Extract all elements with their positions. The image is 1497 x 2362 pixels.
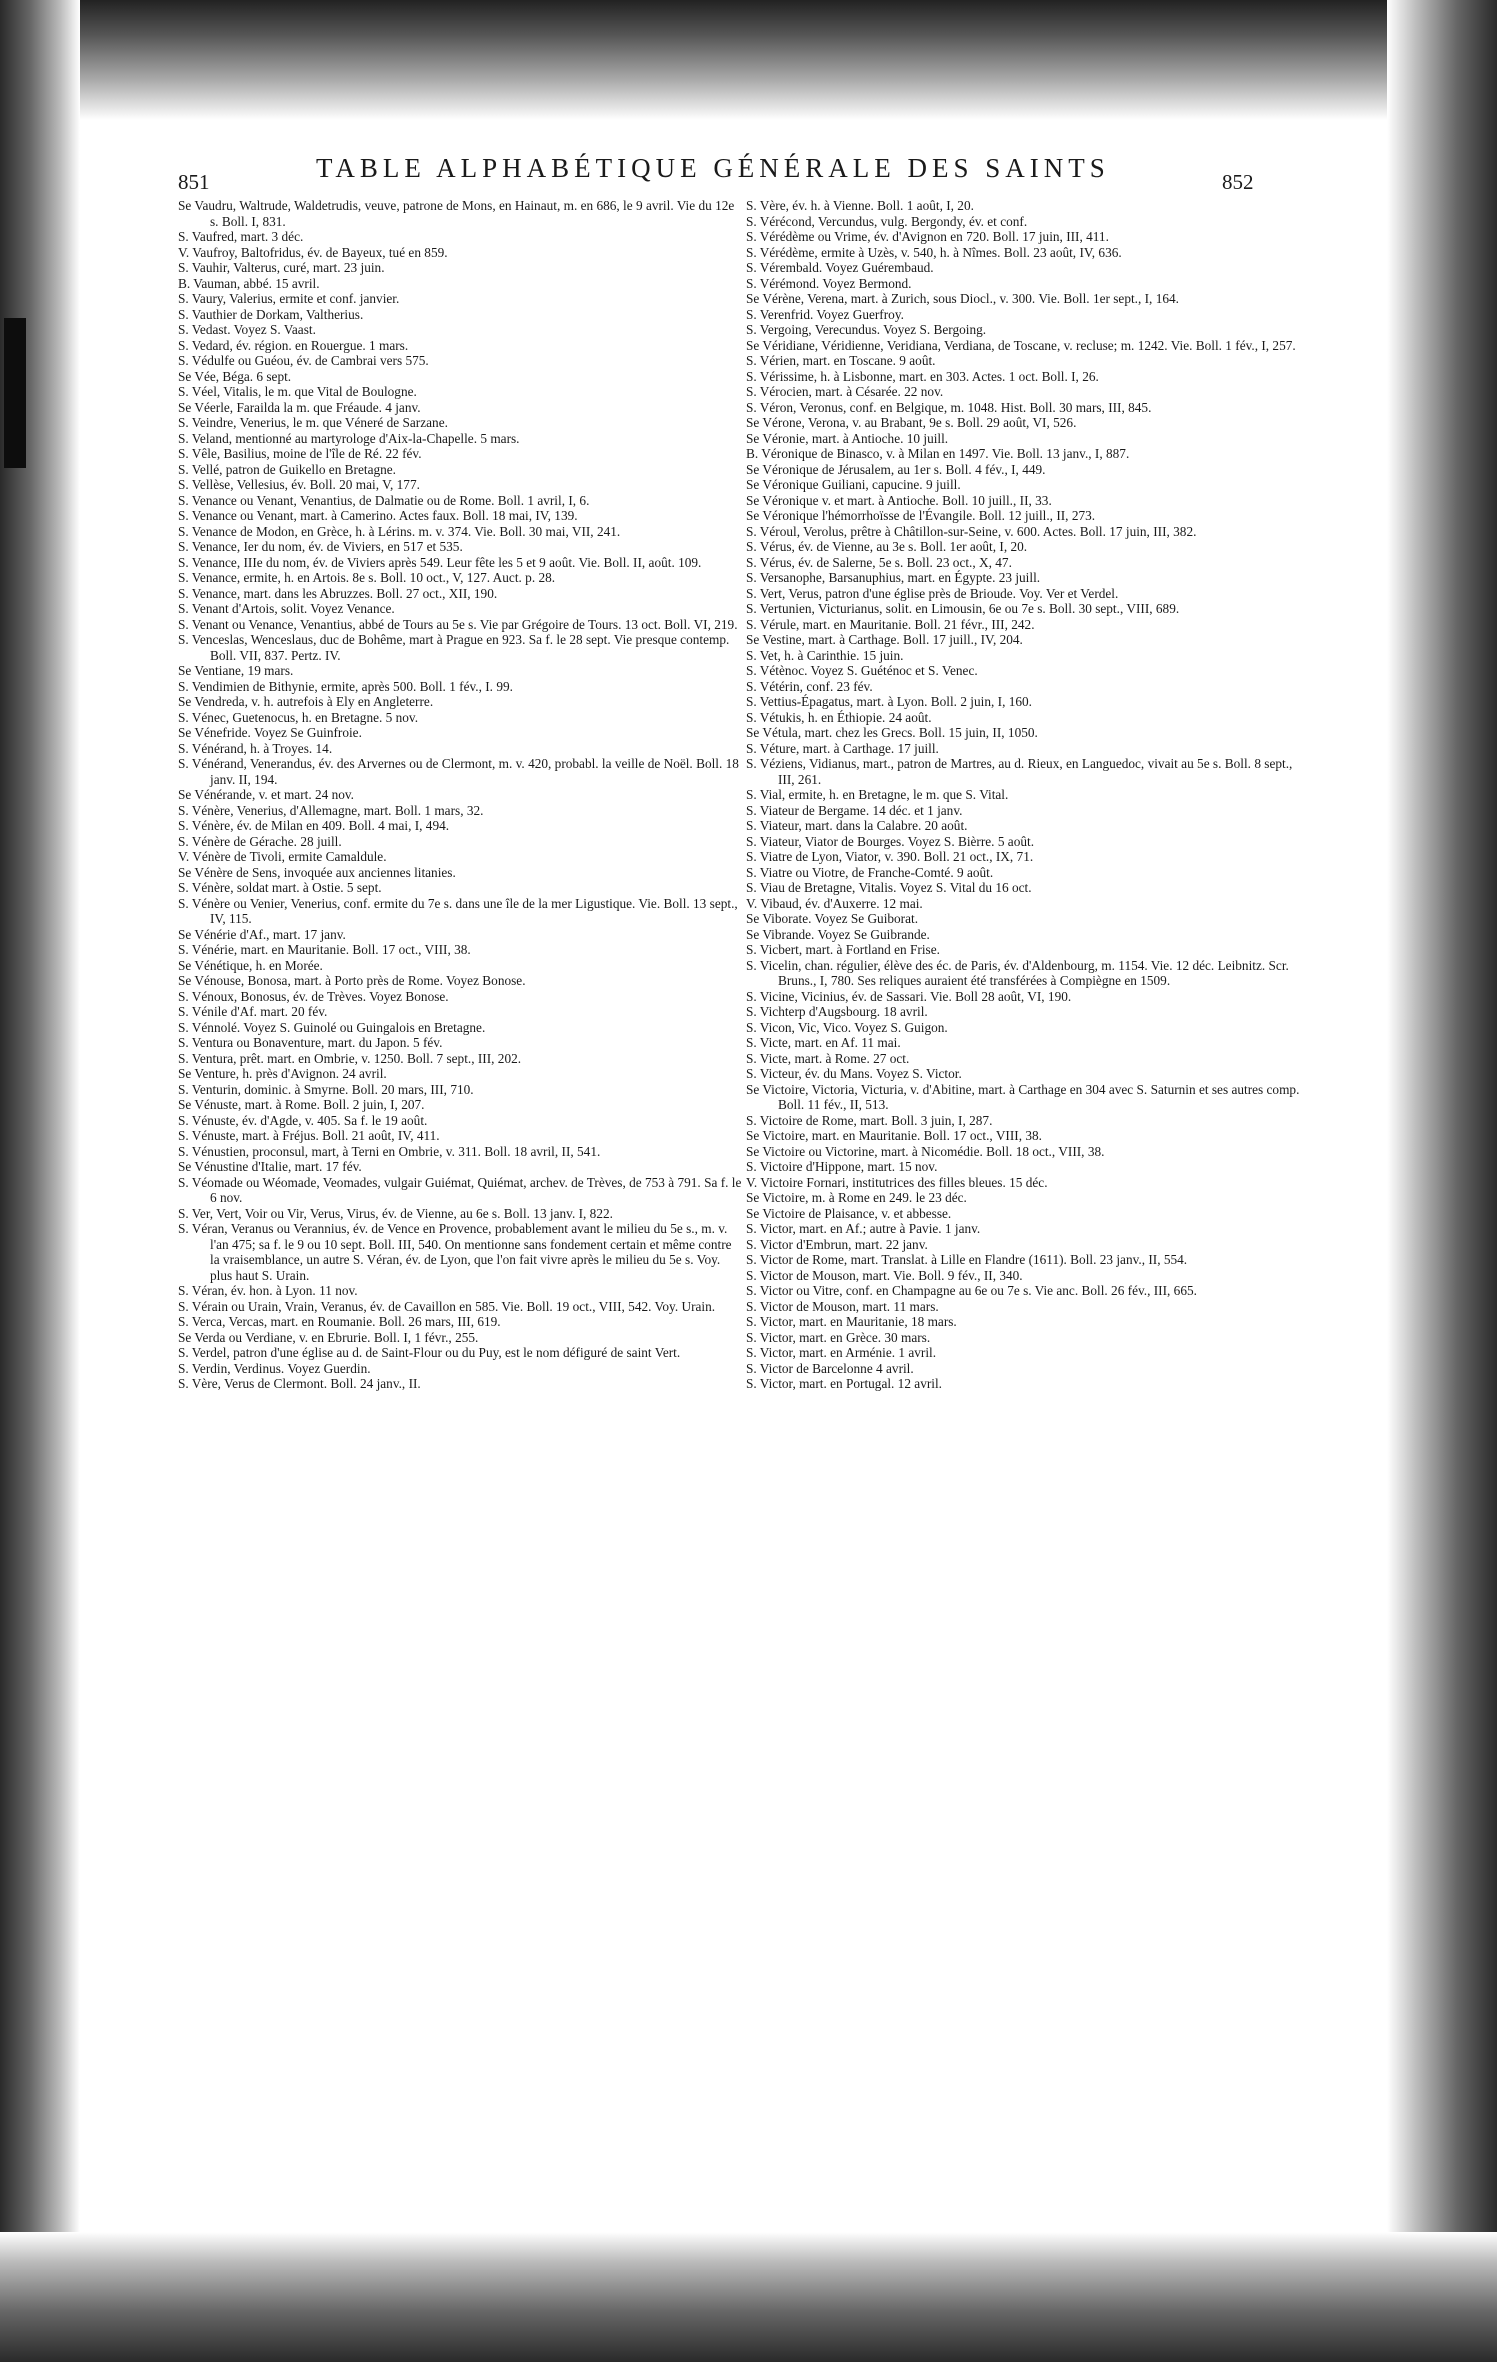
right-column xyxy=(746,198,1311,1392)
index-entry: S. Véroul, Verolus, prêtre à Châtillon-sur-Seine, v. 600. Actes. Boll. 17 juin, III, 382. xyxy=(746,523,1197,539)
index-entry: S. Vérus, év. de Salerne, 5e s. Boll. 23 oct., X, 47. xyxy=(746,554,1012,570)
index-entry: S. Vicbert, mart. à Fortland en Frise. xyxy=(746,942,940,957)
scan-border-bottom xyxy=(0,2232,1497,2362)
index-entry: S. Veland, mentionné au martyrologe d'Aix-la-Chapelle. 5 mars. xyxy=(178,430,520,446)
index-entry: S. Vérule, mart. en Mauritanie. Boll. 21 févr., III, 242. xyxy=(746,616,1035,632)
index-entry: Se Vée, Béga. 6 sept. xyxy=(178,368,292,384)
index-entry: S. Venance ou Venant, mart. à Camerino. Actes faux. Boll. 18 mai, IV, 139. xyxy=(178,508,578,523)
index-entry: S. Versanophe, Barsanuphius, mart. en Égypte. 23 juill. xyxy=(746,570,1041,585)
index-entry: S. Vénère, év. de Milan en 409. Boll. 4 mai, I, 494. xyxy=(178,818,450,833)
index-entry: S. Venceslas, Wenceslaus, duc de Bohême, mart à Prague en 923. Sa f. le 28 sept. Vie presque contemp. Boll. VII, 837. Pertz. IV. xyxy=(178,632,730,663)
index-entry: S. Victor de Mouson, mart. Vie. Boll. 9 fév., II, 340. xyxy=(746,1267,1023,1283)
index-entry: S. Vérémond. Voyez Bermond. xyxy=(746,275,912,291)
index-entry: Se Vénérie d'Af., mart. 17 janv. xyxy=(178,926,346,942)
page-number-left: 851 xyxy=(178,170,210,194)
index-entry: S. Venant ou Venance, Venantius, abbé de Tours au 5e s. Vie par Grégoire de Tours. 13 oct. Boll. VI, 219. xyxy=(178,616,738,632)
index-entry: S. Venance ou Venant, Venantius, de Dalmatie ou de Rome. Boll. 1 avril, I, 6. xyxy=(178,492,590,508)
index-entry: S. Véran, Veranus ou Verannius, év. de Vence en Provence, probablement avant le milieu du 5e s., m. v. l'an 475; sa f. le 9 ou 10 sept. Boll. III, 540. On mentionne sans fondement certain et même contre la vraisemblance, un autre S. Véran, év. de Lyon, que l'on fait vivre après le milieu du 5e s. Voy. plus haut S. Urain. xyxy=(178,1221,732,1283)
index-entry: S. Ventura, prêt. mart. en Ombrie, v. 1250. Boll. 7 sept., III, 202. xyxy=(178,1050,522,1066)
index-entry: S. Vedast. Voyez S. Vaast. xyxy=(178,322,316,337)
index-entry: Se Vénétique, h. en Morée. xyxy=(178,957,323,973)
index-entry: S. Vertunien, Victurianus, solit. en Limousin, 6e ou 7e s. Boll. 30 sept., VIII, 689. xyxy=(746,601,1180,616)
index-entry: S. Vérécond, Vercundus, vulg. Bergondy, év. et conf. xyxy=(746,213,1028,229)
index-entry: S. Vénérand, h. à Troyes. 14. xyxy=(178,740,333,756)
index-entry: S. Vérédème ou Vrime, év. d'Avignon en 720. Boll. 17 juin, III, 411. xyxy=(746,229,1109,244)
index-entry: S. Vénère de Gérache. 28 juill. xyxy=(178,833,342,849)
index-entry: Se Vénustine d'Italie, mart. 17 fév. xyxy=(178,1159,362,1174)
index-entry: Se Victoire, mart. en Mauritanie. Boll. 17 oct., VIII, 38. xyxy=(746,1128,1042,1143)
index-entry: Se Vétula, mart. chez les Grecs. Boll. 15 juin, II, 1050. xyxy=(746,725,1038,740)
index-entry: S. Victeur, év. du Mans. Voyez S. Victor. xyxy=(746,1066,962,1081)
index-entry: Se Vendreda, v. h. autrefois à Ely en Angleterre. xyxy=(178,694,434,709)
index-entry: Se Vénuste, mart. à Rome. Boll. 2 juin, I, 207. xyxy=(178,1097,425,1112)
index-entry: S. Venance, ermite, h. en Artois. 8e s. Boll. 10 oct., V, 127. Auct. p. 28. xyxy=(178,570,556,585)
index-entry: S. Vétènoc. Voyez S. Guéténoc et S. Venec. xyxy=(746,663,978,678)
index-entry: S. Viateur, mart. dans la Calabre. 20 août. xyxy=(746,818,968,833)
index-entry: S. Véron, Veronus, conf. en Belgique, m. 1048. Hist. Boll. 30 mars, III, 845. xyxy=(746,399,1152,415)
index-entry: S. Vétukis, h. en Éthiopie. 24 août. xyxy=(746,709,932,725)
index-entry: S. Vaufred, mart. 3 déc. xyxy=(178,229,304,244)
index-entry: B. Véronique de Binasco, v. à Milan en 1497. Vie. Boll. 13 janv., I, 887. xyxy=(746,446,1130,461)
index-entry: S. Venance de Modon, en Grèce, h. à Lérins. m. v. 374. Vie. Boll. 30 mai, VII, 241. xyxy=(178,523,621,539)
index-entry: Se Vénérande, v. et mart. 24 nov. xyxy=(178,787,355,802)
index-entry: S. Vicine, Vicinius, év. de Sassari. Vie. Boll 28 août, VI, 190. xyxy=(746,988,1072,1004)
scan-border-top xyxy=(0,0,1497,120)
index-entry: Se Véronique de Jérusalem, au 1er s. Boll. 4 fév., I, 449. xyxy=(746,461,1046,477)
index-entry: S. Veindre, Venerius, le m. que Véneré de Sarzane. xyxy=(178,415,448,430)
binding-mark xyxy=(4,318,26,468)
index-entry: S. Vère, év. h. à Vienne. Boll. 1 août, I, 20. xyxy=(746,198,974,213)
index-entry: S. Victor, mart. en Af.; autre à Pavie. 1 janv. xyxy=(746,1221,981,1236)
index-entry: Se Véridiane, Véridienne, Veridiana, Verdiana, de Toscane, v. recluse; m. 1242. Vie. Boll. 1 fév., I, 257. xyxy=(746,337,1296,353)
left-column xyxy=(178,198,743,1392)
index-entry: S. Verenfrid. Voyez Guerfroy. xyxy=(746,306,904,322)
index-entry: Se Véronique l'hémorrhoïsse de l'Évangile. Boll. 12 juill., II, 273. xyxy=(746,508,1096,523)
index-entry: S. Vichterp d'Augsbourg. 18 avril. xyxy=(746,1004,928,1019)
index-entry: S. Vedard, év. région. en Rouergue. 1 mars. xyxy=(178,337,409,353)
index-entry: Se Vérène, Verena, mart. à Zurich, sous Diocl., v. 300. Vie. Boll. 1er sept., I, 164. xyxy=(746,291,1179,306)
index-entry: S. Vénuste, mart. à Fréjus. Boll. 21 août, IV, 411. xyxy=(178,1128,440,1143)
index-entry: S. Viateur de Bergame. 14 déc. et 1 janv. xyxy=(746,802,963,818)
index-entry: B. Vauman, abbé. 15 avril. xyxy=(178,275,320,291)
index-entry: S. Victor de Barcelonne 4 avril. xyxy=(746,1360,914,1376)
index-entry: S. Vérien, mart. en Toscane. 9 août. xyxy=(746,353,936,368)
index-entry: S. Vauthier de Dorkam, Valtherius. xyxy=(178,306,364,322)
index-entry: Se Vibrande. Voyez Se Guibrande. xyxy=(746,926,930,942)
index-entry: S. Véture, mart. à Carthage. 17 juill. xyxy=(746,740,939,756)
index-entry: S. Vénoux, Bonosus, év. de Trèves. Voyez Bonose. xyxy=(178,988,449,1004)
index-entry: S. Victor, mart. en Mauritanie, 18 mars. xyxy=(746,1314,957,1329)
index-entry: S. Véomade ou Wéomade, Veomades, vulgair Guiémat, Quiémat, archev. de Trèves, de 753 à 791. Sa f. le 6 nov. xyxy=(178,1174,742,1205)
index-entry: Se Vénouse, Bonosa, mart. à Porto près de Rome. Voyez Bonose. xyxy=(178,973,526,988)
index-entry: Se Victoire, m. à Rome en 249. le 23 déc. xyxy=(746,1190,967,1205)
index-entry: S. Victor, mart. en Portugal. 12 avril. xyxy=(746,1376,942,1391)
page-title: TABLE ALPHABÉTIQUE GÉNÉRALE DES SAINTS xyxy=(316,153,1110,183)
index-entry: V. Vaufroy, Baltofridus, év. de Bayeux, tué en 859. xyxy=(178,244,448,260)
index-entry: S. Victe, mart. à Rome. 27 oct. xyxy=(746,1050,910,1066)
index-entry: S. Viatre ou Viotre, de Franche-Comté. 9 août. xyxy=(746,864,994,880)
index-entry: S. Vétérin, conf. 23 fév. xyxy=(746,678,873,694)
index-entry: Se Viborate. Voyez Se Guiborat. xyxy=(746,911,919,926)
scan-border-right xyxy=(1387,0,1497,2362)
index-entry: Se Venture, h. près d'Avignon. 24 avril. xyxy=(178,1066,387,1081)
index-entry: S. Victor de Mouson, mart. 11 mars. xyxy=(746,1298,939,1314)
index-entry: S. Venance, mart. dans les Abruzzes. Boll. 27 oct., XII, 190. xyxy=(178,585,498,601)
index-entry: S. Vénnolé. Voyez S. Guinolé ou Guingalois en Bretagne. xyxy=(178,1019,486,1035)
index-entry: S. Vaury, Valerius, ermite et conf. janvier. xyxy=(178,291,400,306)
index-entry: S. Venance, IIIe du nom, év. de Viviers après 549. Leur fête les 5 et 9 août. Vie. Boll. II, août. 109. xyxy=(178,554,702,570)
index-entry: S. Viau de Bretagne, Vitalis. Voyez S. Vital du 16 oct. xyxy=(746,880,1032,895)
index-entry: S. Viateur, Viator de Bourges. Voyez S. Bièrre. 5 août. xyxy=(746,833,1035,849)
index-entry: S. Viatre de Lyon, Viator, v. 390. Boll. 21 oct., IX, 71. xyxy=(746,849,1034,864)
index-entry: S. Victor de Rome, mart. Translat. à Lille en Flandre (1611). Boll. 23 janv., II, 554. xyxy=(746,1252,1188,1267)
page-number-right: 852 xyxy=(1222,170,1254,194)
index-entry: S. Vère, Verus de Clermont. Boll. 24 janv., II. xyxy=(178,1376,421,1391)
index-entry: S. Véel, Vitalis, le m. que Vital de Boulogne. xyxy=(178,384,417,399)
index-entry: S. Vénuste, év. d'Agde, v. 405. Sa f. le 19 août. xyxy=(178,1112,428,1128)
index-entry: S. Victe, mart. en Af. 11 mai. xyxy=(746,1035,901,1050)
index-entry: Se Véronie, mart. à Antioche. 10 juill. xyxy=(746,430,949,446)
index-entry: Se Véronique Guiliani, capucine. 9 juill. xyxy=(746,477,961,492)
index-entry: S. Vénère, soldat mart. à Ostie. 5 sept. xyxy=(178,880,382,895)
index-entry: S. Vettius-Épagatus, mart. à Lyon. Boll. 2 juin, I, 160. xyxy=(746,694,1032,709)
index-entry: S. Vêle, Basilius, moine de l'île de Ré. 22 fév. xyxy=(178,446,422,461)
index-entry: S. Vénérand, Venerandus, év. des Arvernes ou de Clermont, m. v. 420, probabl. la veille de Noël. Boll. 18 janv. II, 194. xyxy=(178,756,739,787)
index-entry: S. Victor, mart. en Grèce. 30 mars. xyxy=(746,1329,931,1345)
index-entry: S. Véran, év. hon. à Lyon. 11 nov. xyxy=(178,1283,358,1298)
index-entry: S. Vérissime, h. à Lisbonne, mart. en 303. Actes. 1 oct. Boll. I, 26. xyxy=(746,368,1099,384)
index-entry: S. Véziens, Vidianus, mart., patron de Martres, au d. Rieux, en Languedoc, vivait au 5e s. Boll. 8 sept., III, 261. xyxy=(746,756,1293,787)
index-entry: Se Vénère de Sens, invoquée aux anciennes litanies. xyxy=(178,864,456,880)
index-entry: S. Vellé, patron de Guikello en Bretagne. xyxy=(178,461,396,477)
index-entry: S. Verca, Vercas, mart. en Roumanie. Boll. 26 mars, III, 619. xyxy=(178,1314,501,1329)
index-entry: Se Ventiane, 19 mars. xyxy=(178,663,294,678)
index-entry: S. Vénustien, proconsul, mart, à Terni en Ombrie, v. 311. Boll. 18 avril, II, 541. xyxy=(178,1143,601,1159)
index-entry: S. Vauhir, Valterus, curé, mart. 23 juin. xyxy=(178,260,385,275)
index-entry: S. Victor d'Embrun, mart. 22 janv. xyxy=(746,1236,928,1252)
index-entry: S. Vet, h. à Carinthie. 15 juin. xyxy=(746,647,904,663)
index-entry: Se Victoire ou Victorine, mart. à Nicomédie. Boll. 18 oct., VIII, 38. xyxy=(746,1143,1105,1159)
index-entry: Se Victoire de Plaisance, v. et abbesse. xyxy=(746,1205,952,1221)
index-entry: S. Vénec, Guetenocus, h. en Bretagne. 5 nov. xyxy=(178,709,419,725)
index-entry: S. Vénère ou Venier, Venerius, conf. ermite du 7e s. dans une île de la mer Ligustique. Vie. Boll. 13 sept., IV, 115. xyxy=(178,895,738,926)
index-entry: S. Verdel, patron d'une église au d. de Saint-Flour ou du Puy, est le nom défiguré de saint Vert. xyxy=(178,1345,681,1360)
index-entry: S. Verdin, Verdinus. Voyez Guerdin. xyxy=(178,1360,371,1376)
index-entry: S. Venturin, dominic. à Smyrne. Boll. 20 mars, III, 710. xyxy=(178,1081,474,1097)
index-entry: V. Vénère de Tivoli, ermite Camaldule. xyxy=(178,849,387,864)
index-entry: S. Vial, ermite, h. en Bretagne, le m. que S. Vital. xyxy=(746,787,1009,802)
index-entry: S. Vénérie, mart. en Mauritanie. Boll. 17 oct., VIII, 38. xyxy=(178,942,471,957)
index-entry: Se Vérone, Verona, v. au Brabant, 9e s. Boll. 29 août, VI, 526. xyxy=(746,415,1077,430)
index-entry: S. Ventura ou Bonaventure, mart. du Japon. 5 fév. xyxy=(178,1035,443,1050)
index-entry: Se Véronique v. et mart. à Antioche. Boll. 10 juill., II, 33. xyxy=(746,492,1052,508)
index-entry: V. Victoire Fornari, institutrices des filles bleues. 15 déc. xyxy=(746,1174,1048,1190)
index-entry: S. Vergoing, Verecundus. Voyez S. Bergoing. xyxy=(746,322,987,337)
index-entry: S. Victoire de Rome, mart. Boll. 3 juin, I, 287. xyxy=(746,1112,993,1128)
index-entry: Se Véerle, Farailda la m. que Fréaude. 4 janv. xyxy=(178,399,421,415)
index-entry: S. Vérembald. Voyez Guérembaud. xyxy=(746,260,934,275)
index-entry: S. Venant d'Artois, solit. Voyez Venance. xyxy=(178,601,395,616)
index-entry: S. Vérocien, mart. à Césarée. 22 nov. xyxy=(746,384,944,399)
index-entry: S. Victoire d'Hippone, mart. 15 nov. xyxy=(746,1159,938,1174)
index-entry: S. Victor, mart. en Arménie. 1 avril. xyxy=(746,1345,937,1360)
index-entry: S. Védulfe ou Guéou, év. de Cambrai vers 575. xyxy=(178,353,429,368)
index-entry: S. Ver, Vert, Voir ou Vir, Verus, Virus, év. de Vienne, au 6e s. Boll. 13 janv. I, 822. xyxy=(178,1205,613,1221)
index-entry: S. Vénère, Venerius, d'Allemagne, mart. Boll. 1 mars, 32. xyxy=(178,802,484,818)
index-entry: S. Vendimien de Bithynie, ermite, après 500. Boll. 1 fév., I. 99. xyxy=(178,678,513,694)
index-entry: Se Verda ou Verdiane, v. en Ebrurie. Boll. I, 1 févr., 255. xyxy=(178,1329,479,1345)
index-entry: S. Vicelin, chan. régulier, élève des éc. de Paris, év. d'Aldenbourg, m. 1154. Vie. 12 déc. Leibnitz. Scr. Bruns., I, 780. Ses reliques auraient été transférées à Compiègne en 1509. xyxy=(746,957,1289,988)
index-entry: S. Vérus, év. de Vienne, au 3e s. Boll. 1er août, I, 20. xyxy=(746,539,1028,554)
index-entry: S. Vénile d'Af. mart. 20 fév. xyxy=(178,1004,328,1019)
index-entry: V. Vibaud, év. d'Auxerre. 12 mai. xyxy=(746,895,923,911)
index-entry: Se Vaudru, Waltrude, Waldetrudis, veuve, patrone de Mons, en Hainaut, m. en 686, le 9 avril. Vie du 12e s. Boll. I, 831. xyxy=(178,198,735,229)
index-entry: Se Vestine, mart. à Carthage. Boll. 17 juill., IV, 204. xyxy=(746,632,1023,647)
index-entry: S. Vérédème, ermite à Uzès, v. 540, h. à Nîmes. Boll. 23 août, IV, 636. xyxy=(746,244,1122,260)
index-entry: S. Vert, Verus, patron d'une église près de Brioude. Voy. Ver et Verdel. xyxy=(746,585,1119,601)
index-entry: S. Venance, Ier du nom, év. de Viviers, en 517 et 535. xyxy=(178,539,463,554)
index-entry: S. Vellèse, Vellesius, év. Boll. 20 mai, V, 177. xyxy=(178,477,420,492)
index-entry: Se Victoire, Victoria, Victuria, v. d'Abitine, mart. à Carthage en 304 avec S. Saturnin et ses autres comp. Boll. 11 fév., II, 513. xyxy=(746,1081,1300,1112)
index-entry: S. Victor ou Vitre, conf. en Champagne au 6e ou 7e s. Vie anc. Boll. 26 fév., III, 665. xyxy=(746,1283,1197,1298)
index-entry: Se Vénefride. Voyez Se Guinfroie. xyxy=(178,725,362,740)
index-entry: S. Vérain ou Urain, Vrain, Veranus, év. de Cavaillon en 585. Vie. Boll. 19 oct., VIII, 542. Voy. Urain. xyxy=(178,1298,716,1314)
index-entry: S. Vicon, Vic, Vico. Voyez S. Guigon. xyxy=(746,1019,948,1035)
